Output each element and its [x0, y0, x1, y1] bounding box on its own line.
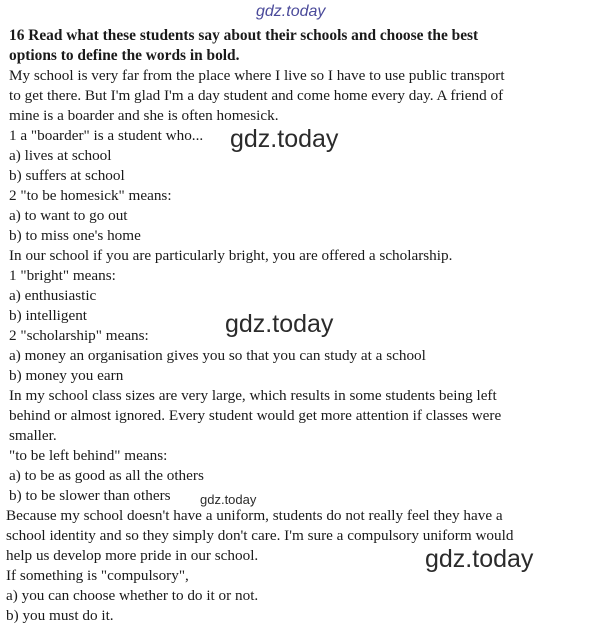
question-left-behind: "to be left behind" means:: [9, 447, 168, 464]
paragraph-1-line-3: mine is a boarder and she is often homesick.: [9, 107, 279, 124]
watermark-1: gdz.today: [230, 125, 339, 153]
question-scholarship: 2 "scholarship" means:: [9, 327, 149, 344]
paragraph-2-line-1: In our school if you are particularly bright, you are offered a scholarship.: [9, 247, 453, 264]
option-b-boarder: b) suffers at school: [9, 167, 125, 184]
option-b-compulsory: b) you must do it.: [6, 607, 114, 624]
watermark-3: gdz.today: [200, 492, 257, 507]
exercise-heading-line-1: 16 Read what these students say about their schools and choose the best: [9, 27, 479, 44]
option-b-left-behind: b) to be slower than others: [9, 487, 171, 504]
option-b-bright: b) intelligent: [9, 307, 88, 324]
paragraph-1-line-2: to get there. But I'm glad I'm a day student and come home every day. A friend of: [9, 87, 504, 104]
paragraph-4-line-1: Because my school doesn't have a uniform, students do not really feel they have a: [6, 507, 503, 524]
paragraph-1-line-1: My school is very far from the place where I live so I have to use public transport: [9, 67, 505, 84]
question-homesick: 2 "to be homesick" means:: [9, 187, 172, 204]
option-a-scholarship: a) money an organisation gives you so that you can study at a school: [9, 347, 426, 364]
watermark-2: gdz.today: [225, 310, 334, 338]
option-a-boarder: a) lives at school: [9, 147, 112, 164]
watermark-top: gdz.today: [256, 3, 326, 20]
option-a-compulsory: a) you can choose whether to do it or not.: [6, 587, 259, 604]
exercise-heading-line-2: options to define the words in bold.: [9, 47, 240, 64]
question-boarder: 1 a "boarder" is a student who...: [9, 127, 204, 144]
paragraph-3-line-3: smaller.: [9, 427, 57, 444]
paragraph-4-line-3: help us develop more pride in our school.: [6, 547, 259, 564]
option-a-homesick: a) to want to go out: [9, 207, 128, 224]
question-bright: 1 "bright" means:: [9, 267, 116, 284]
watermark-4: gdz.today: [425, 545, 534, 573]
paragraph-3-line-2: behind or almost ignored. Every student would get more attention if classes were: [9, 407, 502, 424]
option-b-homesick: b) to miss one's home: [9, 227, 141, 244]
paragraph-3-line-1: In my school class sizes are very large, which results in some students being left: [9, 387, 497, 404]
question-compulsory: If something is "compulsory",: [6, 567, 189, 584]
option-a-left-behind: a) to be as good as all the others: [9, 467, 204, 484]
option-a-bright: a) enthusiastic: [9, 287, 97, 304]
paragraph-4-line-2: school identity and so they simply don't care. I'm sure a compulsory uniform would: [6, 527, 514, 544]
option-b-scholarship: b) money you earn: [9, 367, 124, 384]
